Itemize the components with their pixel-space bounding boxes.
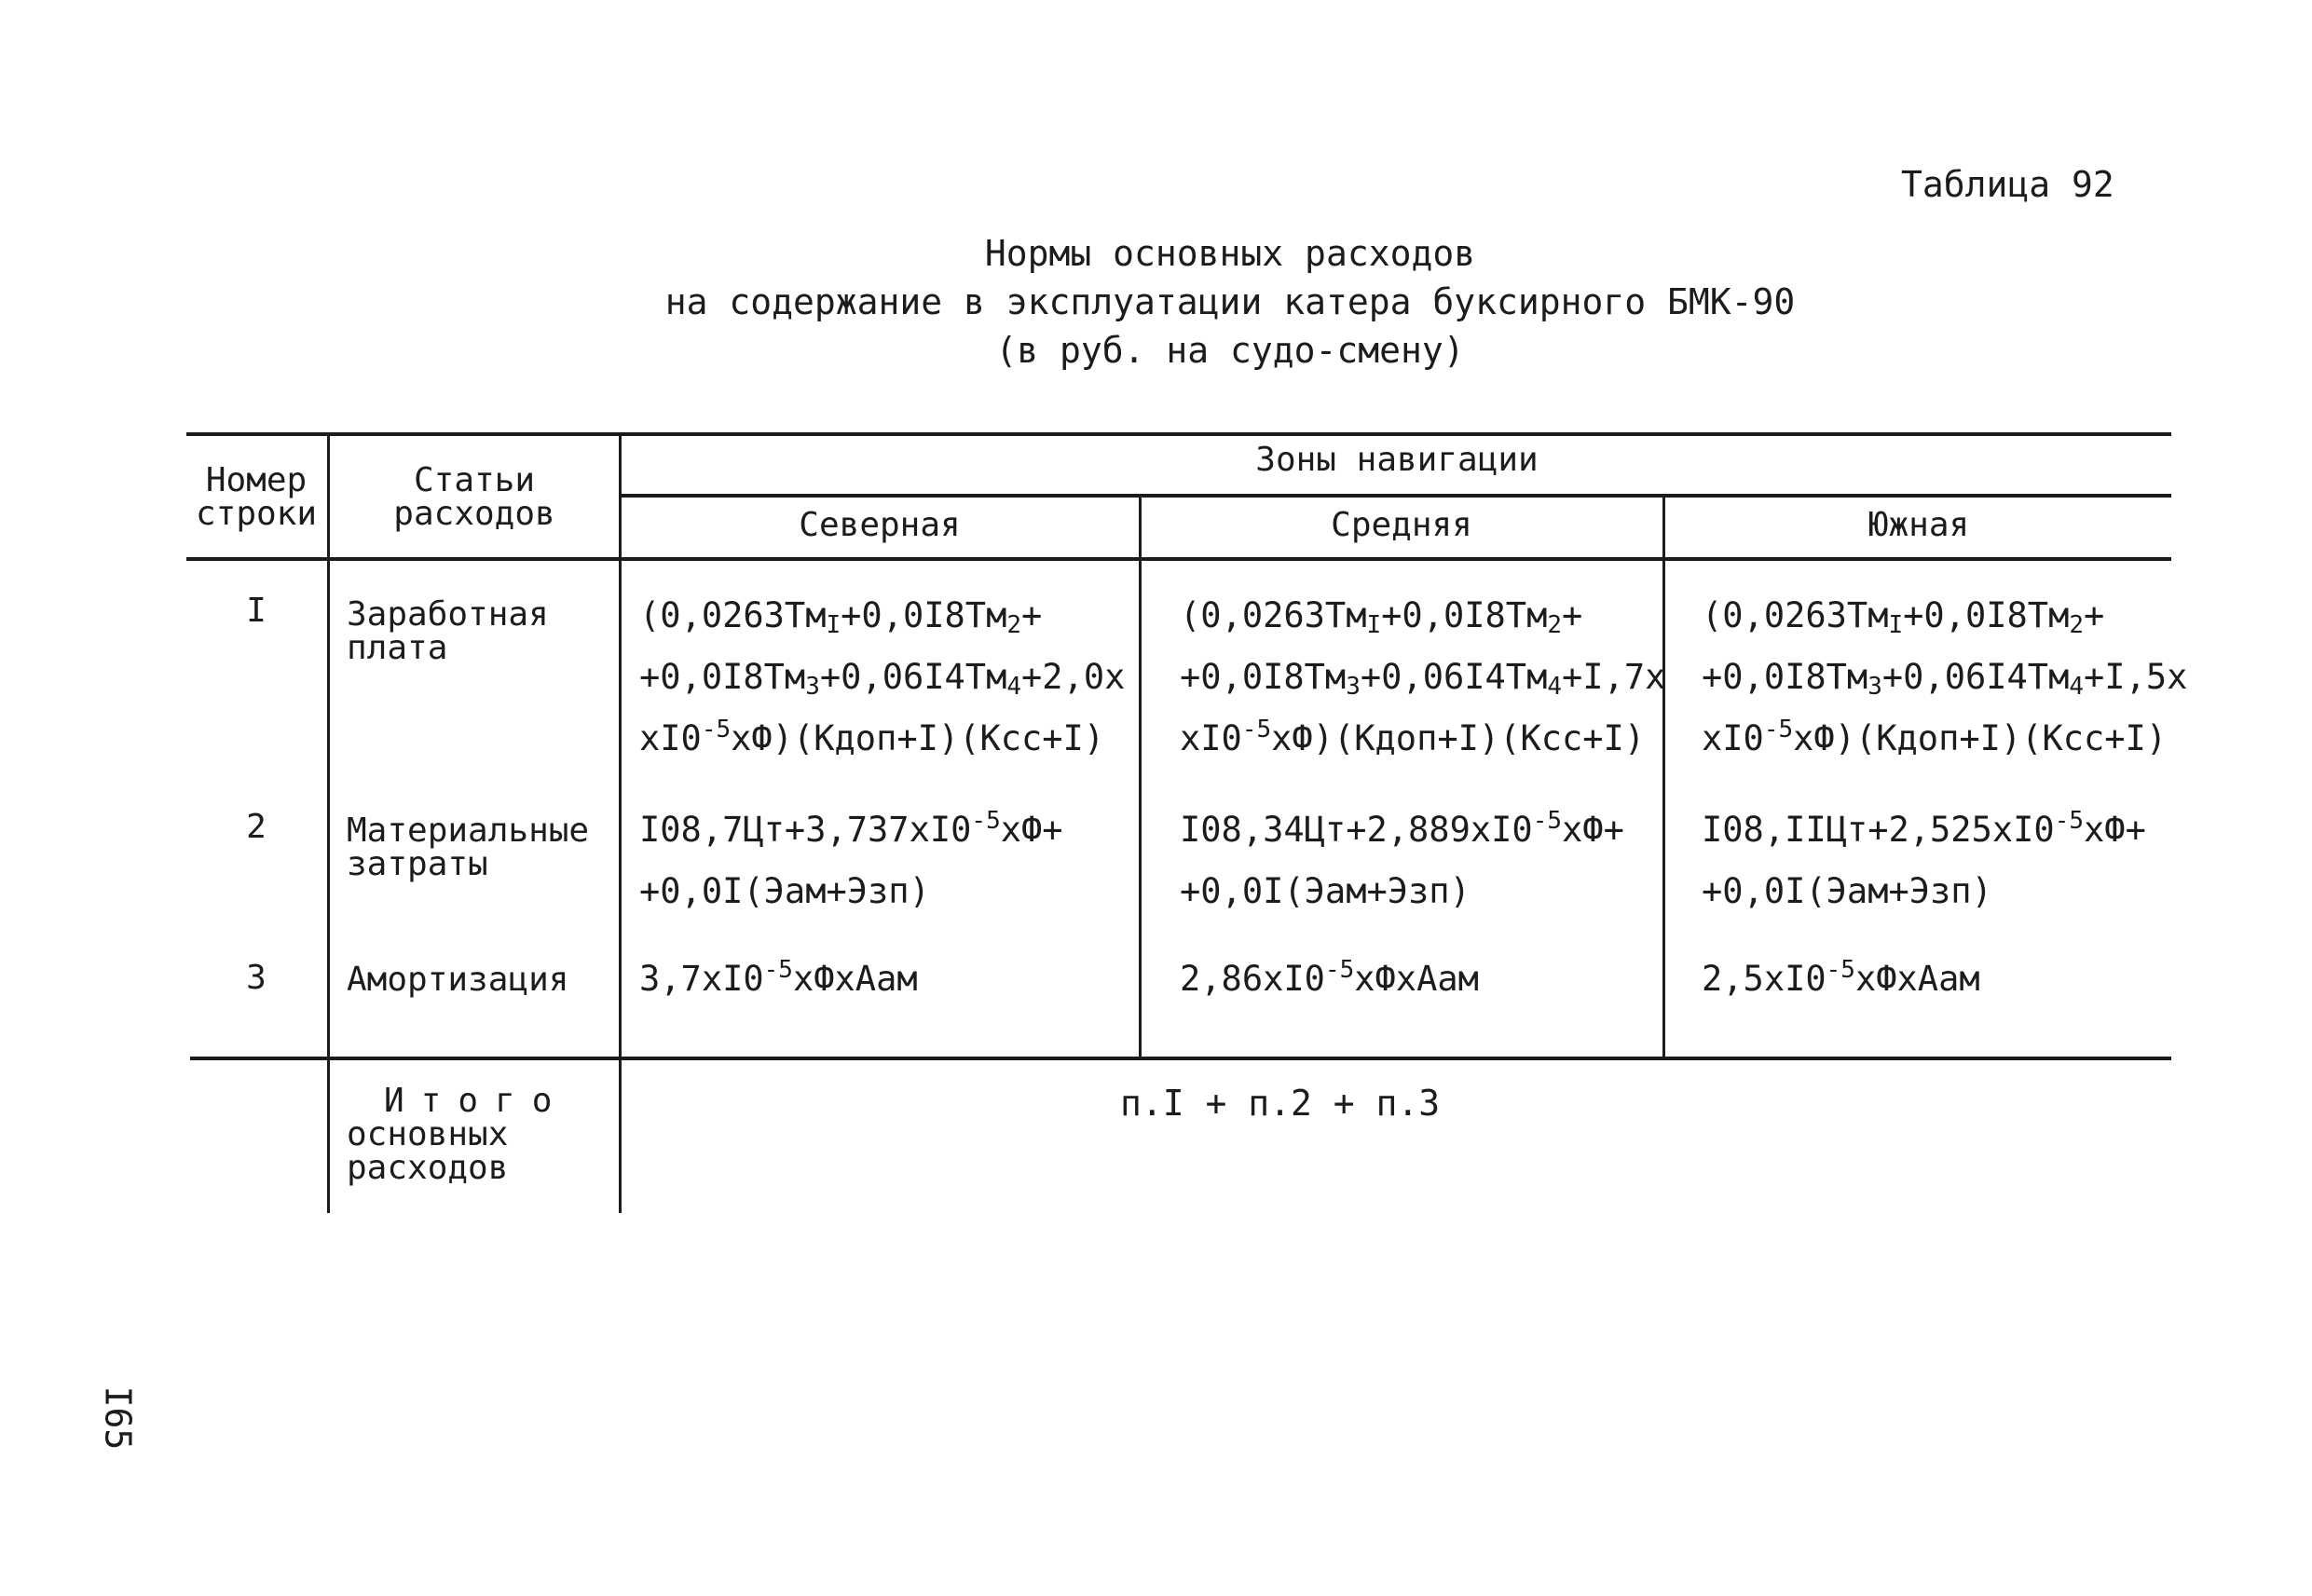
row2-north-formula: $I08,7Цт+3,737хI0^{-5}хФ+$ +0,0I(Эам+Эзп) (639, 807, 1063, 911)
row1-south-formula: ($0,0263Тм_I+0,0I8Тм_2+$ $+0,0I8Тм_3+0,06I4Тм_4+I,5х$ $хI0^{-5}хФ)(Кдоп+I)(Ксс+I)$ (1702, 595, 2188, 758)
title-line-2: на содержание в эксплуатации катера буксирного БМК-90 (664, 281, 1796, 322)
row2-middle-formula: $I08,34Цт+2,889хI0^{-5}хФ+$ +0,0I(Эам+Эзп) (1180, 807, 1624, 911)
header-zone-middle: Средняя (1331, 506, 1472, 544)
col-divider-4 (1662, 494, 1665, 1058)
title-line-1: Нормы основных расходов (984, 233, 1476, 274)
row1-item: Заработная плата (347, 595, 549, 667)
zones-subheader-rule (619, 494, 2171, 498)
col-divider-3 (1139, 494, 1142, 1058)
row1-north-formula: ($0,0263Тм_I+0,0I8Тм_2+$ $+0,0I8Тм_3+0,06I4Тм_4+2,0х$ $хI0^{-5}хФ)(Кдоп+I)(Ксс+I)$ (639, 595, 1126, 758)
row2-item: Материальные затраты (347, 812, 590, 883)
header-zone-north: Северная (799, 506, 961, 544)
row3-number: 3 (246, 959, 267, 997)
body-bottom-rule (190, 1057, 2171, 1060)
header-row-number: Номер строки (195, 461, 318, 533)
row1-middle-formula: ($0,0263Тм_I+0,0I8Тм_2+$ $+0,0I8Тм_3+0,06I4Тм_4+I,7х$ $хI0^{-5}хФ)(Кдоп+I)(Ксс+I)$ (1180, 595, 1666, 758)
page-number: I65 (97, 1385, 139, 1451)
row3-north-formula: $3,7хI0^{-5}хФхАам$ (639, 956, 918, 999)
header-zone-south: Южная (1867, 506, 1970, 544)
total-label: Итого основных расходов (347, 1082, 569, 1187)
col-divider-1 (327, 432, 330, 1213)
table-top-rule (186, 432, 2171, 436)
header-items: Статьи расходов (393, 461, 555, 533)
total-formula: п.I + п.2 + п.3 (1120, 1083, 1441, 1124)
row3-item: Амортизация (347, 961, 569, 999)
header-bottom-rule (186, 557, 2171, 561)
row3-south-formula: $2,5хI0^{-5}хФхАам$ (1702, 956, 1980, 999)
header-navigation-zones: Зоны навигации (1255, 441, 1539, 479)
title-line-3: (в руб. на судо-смену) (995, 330, 1465, 371)
row3-middle-formula: $2,86хI0^{-5}хФхАам$ (1180, 956, 1479, 999)
row2-number: 2 (246, 808, 267, 846)
row1-number: I (246, 592, 267, 630)
table-title (652, 229, 1808, 375)
table-number-label: Таблица 92 (1901, 164, 2114, 205)
row2-south-formula: $I08,IIЦт+2,525хI0^{-5}хФ+$ +0,0I(Эам+Эзп) (1702, 807, 2146, 911)
col-divider-2 (619, 432, 622, 1213)
